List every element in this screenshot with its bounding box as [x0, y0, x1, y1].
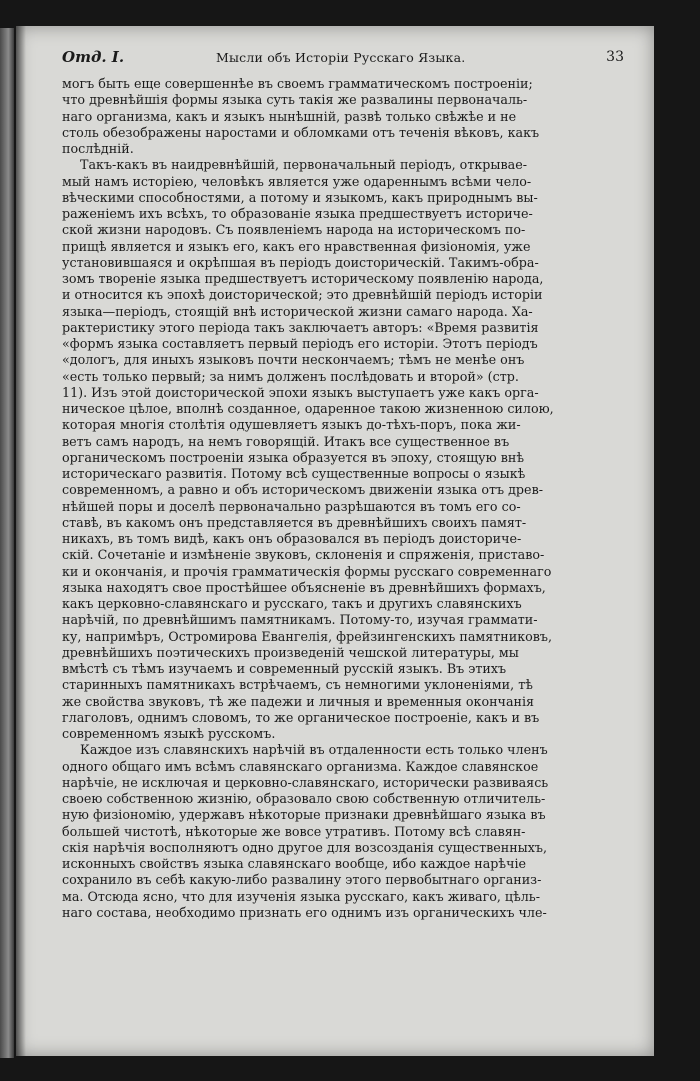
text-line: древнѣйшихъ поэтическихъ произведеній чешской литературы, мы — [62, 644, 519, 660]
text-line: скій. Сочетаніе и измѣненіе звуковъ, склоненія и спряженія, приставо- — [62, 547, 545, 563]
text-line: сохранило въ себѣ какую-либо развалину этого первобытнаго организ- — [62, 872, 542, 888]
paragraph — [62, 76, 624, 157]
text-line: языка—періодъ, стоящій внѣ исторической жизни самаго народа. Ха- — [62, 303, 533, 319]
book-page — [16, 26, 654, 1056]
text-line: одного общаго имъ всѣмъ славянскаго организма. Каждое славянское — [62, 758, 539, 774]
text-line: и относится къ эпохѣ доисторической; это древнѣйшій періодъ исторіи — [62, 287, 543, 303]
running-title: Мысли объ Исторіи Русскаго Языка. — [216, 50, 466, 65]
text-line: наго организма, какъ и языкъ нынѣшній, развѣ только свѣжѣе и не — [62, 108, 517, 124]
text-line: своею собственною жизнію, образовало свою собственную отличитель- — [62, 791, 546, 806]
text-line: ской жизни народовъ. Съ появленіемъ народа на историческомъ по- — [62, 222, 526, 238]
text-line: исконныхъ свойствъ языка славянскаго вообще, ибо каждое нарѣчіе — [62, 856, 527, 871]
text-line: современномъ, а равно и объ историческомъ движеніи языка отъ древ- — [62, 482, 543, 498]
text-line: же свойства звуковъ, тѣ же падежи и личныя и временныя окончанія — [62, 693, 535, 709]
text-line: современномъ языкѣ русскомъ. — [62, 726, 276, 741]
text-line: старинныхъ памятникахъ встрѣчаемъ, съ немногими уклоненіями, тѣ — [62, 677, 533, 693]
text-line: установившаяся и окрѣпшая въ періодъ доисторическій. Такимъ-обра- — [62, 254, 539, 270]
text-line: 11). Изъ этой доисторической эпохи языкъ выступаетъ уже какъ орга- — [62, 384, 539, 400]
text-line: рактеристику этого періода такъ заключаетъ авторъ: «Время развитія — [62, 319, 539, 335]
body-text — [62, 76, 624, 921]
previous-page-edge — [0, 28, 14, 1058]
text-line: наго состава, необходимо признать его однимъ изъ органическихъ чле- — [62, 904, 547, 920]
gutter-shadow — [16, 26, 26, 1056]
paragraph — [62, 742, 624, 921]
text-line: языка находятъ свое простѣйшее объясненіе въ древнѣйшихъ формахъ, — [62, 579, 546, 595]
text-line: зомъ твореніе языка предшествуетъ историческому появленію народа, — [62, 271, 544, 286]
text-line: раженіемъ ихъ всѣхъ, то образованіе языка предшествуетъ историче- — [62, 206, 533, 221]
text-line: ки и окончанія, и прочія грамматическія формы русскаго современнаго — [62, 563, 552, 579]
text-line: Такъ-какъ въ наидревнѣйшій, первоначальный періодъ, открывае- — [80, 157, 527, 173]
text-line: ку, напримѣръ, Остромирова Евангелія, фрейзингенскихъ памятниковъ, — [62, 628, 553, 644]
text-line: могъ быть еще совершеннѣе въ своемъ грамматическомъ построеніи; — [62, 76, 533, 91]
text-line: ставѣ, въ какомъ онъ представляется въ древнѣйшихъ своихъ памят- — [62, 514, 527, 530]
text-line: мый намъ исторіею, человѣкъ является уже одареннымъ всѣми чело- — [62, 173, 532, 189]
text-line: ма. Отсюда ясно, что для изученія языка русскаго, какъ живаго, цѣль- — [62, 888, 540, 904]
paragraph — [62, 157, 624, 742]
text-line: прищѣ является и языкъ его, какъ его нравственная физіономія, уже — [62, 238, 531, 254]
text-line: вѣческими способностями, а потому и языкомъ, какъ природнымъ вы- — [62, 189, 538, 205]
text-line: скія нарѣчія восполняютъ одно другое для возсозданія существенныхъ, — [62, 839, 548, 855]
text-line: нарѣчій, по древнѣйшимъ памятникамъ. Потому-то, изучая граммати- — [62, 612, 538, 628]
section-label: Отд. I. — [62, 48, 125, 66]
text-line: нарѣчіе, не исключая и церковно-славянскаго, исторически развиваясь — [62, 774, 549, 790]
text-line: вмѣстѣ съ тѣмъ изучаемъ и современный русскій языкъ. Въ этихъ — [62, 661, 507, 676]
text-line: «дологъ, для иныхъ языковъ почти нескончаемъ; тѣмъ не менѣе онъ — [62, 352, 525, 368]
text-line: столь обезображены наростами и обломками отъ теченія вѣковъ, какъ — [62, 124, 540, 140]
text-line: «формъ языка составляетъ первый періодъ его исторіи. Этотъ періодъ — [62, 336, 538, 351]
text-line: которая многія столѣтія одушевляетъ языкъ до-тѣхъ-поръ, пока жи- — [62, 417, 521, 433]
text-line: никахъ, въ томъ видѣ, какъ онъ образовался въ періодъ доисториче- — [62, 531, 522, 546]
running-head — [62, 48, 626, 70]
text-line: ническое цѣлое, вполнѣ созданное, одаренное такою жизненною силою, — [62, 401, 554, 416]
text-line: глаголовъ, однимъ словомъ, то же органическое построеніе, какъ и въ — [62, 709, 540, 725]
text-line: органическомъ построеніи языка образуется въ эпоху, стоящую внѣ — [62, 449, 524, 465]
text-line: что древнѣйшія формы языка суть такія же развалины первоначаль- — [62, 92, 528, 108]
text-line: ную физіономію, удержавъ нѣкоторые признаки древнѣйшаго языка въ — [62, 807, 546, 823]
text-line: послѣдній. — [62, 141, 134, 156]
text-line: «есть только первый; за нимъ долженъ послѣдовать и второй» (стр. — [62, 368, 519, 384]
text-line: какъ церковно-славянскаго и русскаго, такъ и другихъ славянскихъ — [62, 596, 522, 611]
text-line: нѣйшей поры и доселѣ первоначально разрѣшаются въ томъ его со- — [62, 498, 521, 514]
text-line: ветъ самъ народъ, на немъ говорящій. Итакъ все существенное въ — [62, 433, 510, 449]
text-line: большей чистотѣ, нѣкоторые же вовсе утративъ. Потому всѣ славян- — [62, 823, 526, 839]
text-line: историческаго развитія. Потому всѣ существенные вопросы о языкѣ — [62, 466, 526, 481]
page-number: 33 — [606, 49, 624, 65]
text-line: Каждое изъ славянскихъ нарѣчій въ отдаленности есть только членъ — [80, 742, 548, 758]
